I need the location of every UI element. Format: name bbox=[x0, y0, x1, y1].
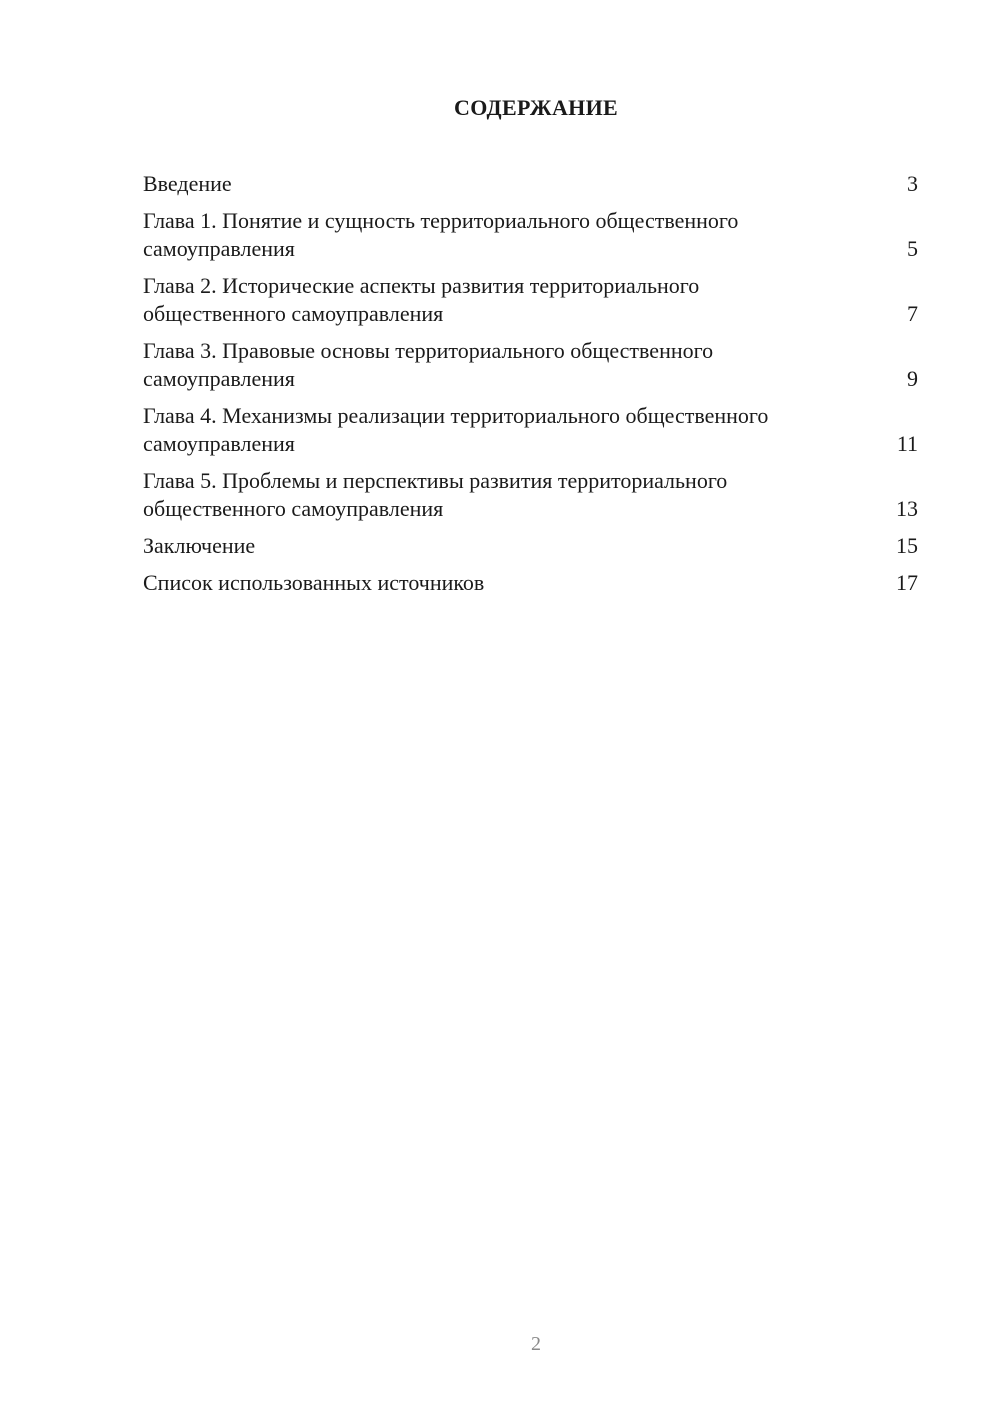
toc-entry-page: 15 bbox=[896, 533, 918, 558]
toc-entry-page: 13 bbox=[896, 496, 918, 521]
toc-entry-title: Список использованных источников bbox=[143, 570, 485, 595]
toc-entry-references[interactable] bbox=[143, 569, 918, 597]
toc-entry-page: 17 bbox=[896, 570, 918, 595]
toc-entry-page: 7 bbox=[907, 301, 918, 326]
toc-entry-chapter-1[interactable] bbox=[143, 207, 918, 263]
toc-entry-page: 9 bbox=[907, 366, 918, 391]
toc-entry-chapter-5[interactable] bbox=[143, 467, 918, 523]
toc-entry-chapter-3[interactable] bbox=[143, 337, 918, 393]
toc-entry-title: Глава 4. Механизмы реализации территориального общественного самоуправления bbox=[143, 403, 769, 456]
table-of-contents bbox=[143, 170, 918, 606]
page-title: СОДЕРЖАНИЕ bbox=[454, 95, 618, 120]
toc-entry-title: Заключение bbox=[143, 533, 256, 558]
page-number: 2 bbox=[531, 1333, 541, 1355]
toc-entry-page: 3 bbox=[907, 171, 918, 196]
toc-entry-page: 11 bbox=[896, 431, 918, 456]
toc-entry-title: Глава 3. Правовые основы территориального общественного самоуправления bbox=[143, 338, 714, 391]
toc-entry-title: Введение bbox=[143, 171, 232, 196]
toc-entry-chapter-2[interactable] bbox=[143, 272, 918, 328]
toc-entry-chapter-4[interactable] bbox=[143, 402, 918, 458]
toc-entry-title: Глава 1. Понятие и сущность территориального общественного самоуправления bbox=[143, 208, 739, 261]
toc-entry-conclusion[interactable] bbox=[143, 532, 918, 560]
toc-entry-introduction[interactable] bbox=[143, 170, 918, 198]
toc-entry-title: Глава 5. Проблемы и перспективы развития территориального общественного самоуправления bbox=[143, 468, 728, 521]
toc-entry-title: Глава 2. Исторические аспекты развития территориального общественного самоуправления bbox=[143, 273, 700, 326]
toc-entry-page: 5 bbox=[907, 236, 918, 261]
